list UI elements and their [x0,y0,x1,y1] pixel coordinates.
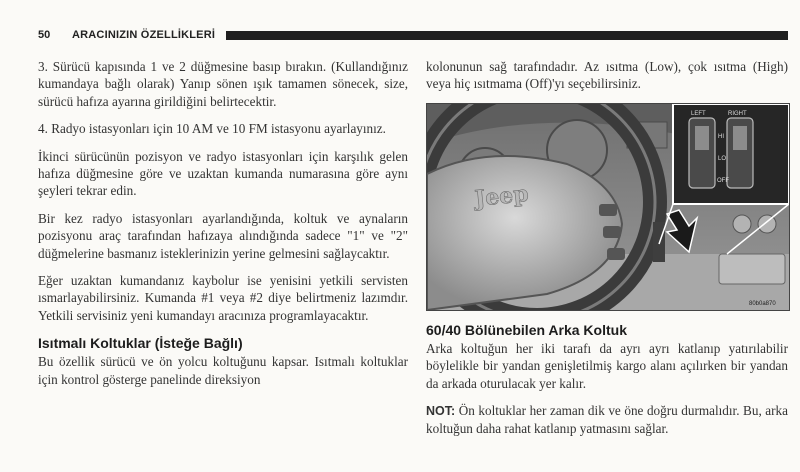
memory-paragraph: Bir kez radyo istasyonları ayarlandığında, koltuk ve aynaların pozisyonu araç tarafından hafızaya alındığında sadece "1" ve "2" düğmelerine basmanız isteklerinizin yerine gelmesini sağlaycaktır. [38,210,408,261]
heated-seats-paragraph: Bu özellik sürücü ve ön yolcu koltuğunu kapsar. Isıtmalı koltuklar için kontrol gösterge panelinde direksiyon [38,354,408,387]
header-rule [226,31,788,40]
dashboard-illustration [427,104,789,310]
rear-seat-paragraph: Arka koltuğun her iki tarafı da ayrı ayrı katlanıp yatırılabilir böylelikle bir yandan genişletilmiş kargo alanı açılırken bir yandan da arkada oturulacak yer kalır. [426,340,788,391]
figure-code: 80b0a870 [749,300,776,307]
page-number: 50 [38,29,51,41]
step-3-paragraph: 3. Sürücü kapısında 1 ve 2 düğmesine basıp bırakın. (Kullandığınız kumandaya bağlı olarak) Yanıp sönen ışık tamamen sönecek, size, sürücü hafıza ayarına girildiğini belirtecektir. [38,59,408,109]
switch-label-lo: LO [718,155,727,162]
page-header [38,26,788,44]
dashboard-figure [426,103,790,311]
note-text: Ön koltuklar her zaman dik ve öne doğru durmalıdır. Bu, arka koltuğun daha rahat katlanıp yatmasını sağlar. [426,403,788,437]
switch-label-hi: HI [718,133,724,140]
note-label: NOT: [426,404,456,419]
switch-label-left: LEFT [691,110,706,117]
switch-label-right: RIGHT [728,110,747,117]
step-4-paragraph: 4. Radyo istasyonları için 10 AM ve 10 FM istasyonu ayarlayınız. [38,121,386,137]
note-paragraph [426,402,788,438]
switch-label-off: OFF [717,177,729,184]
jeep-logo-text: Jeep [473,180,530,213]
heated-seats-continued: kolonunun sağ tarafındadır. Az ısıtma (Low), çok ısıtma (High) veya hiç ısıtmama (Off)'yı seçebilirsiniz. [426,59,788,92]
section-title: ARACINIZIN ÖZELLİKLERİ [72,29,216,41]
left-column [38,58,408,388]
heated-seats-heading: Isıtmalı Koltuklar (İsteğe Bağlı) [38,335,243,352]
rear-seat-heading: 60/40 Bölünebilen Arka Koltuk [426,321,627,338]
right-column [426,58,788,438]
second-driver-paragraph: İkinci sürücünün pozisyon ve radyo istasyonları için karşılık gelen hafıza düğmesine göre ve uzaktan kumanda numarasına göre aynı şeyleri tekrar edin. [38,148,408,199]
lost-remote-paragraph: Eğer uzaktan kumandanız kaybolur ise yenisini yetkili servisten ısmarlayabilirsiniz. Kumanda #1 veya #2 diye belirtmeniz lazımdır. Yetkili servisiniz yeni kumandayı aracınıza programlayacaktır. [38,273,408,323]
